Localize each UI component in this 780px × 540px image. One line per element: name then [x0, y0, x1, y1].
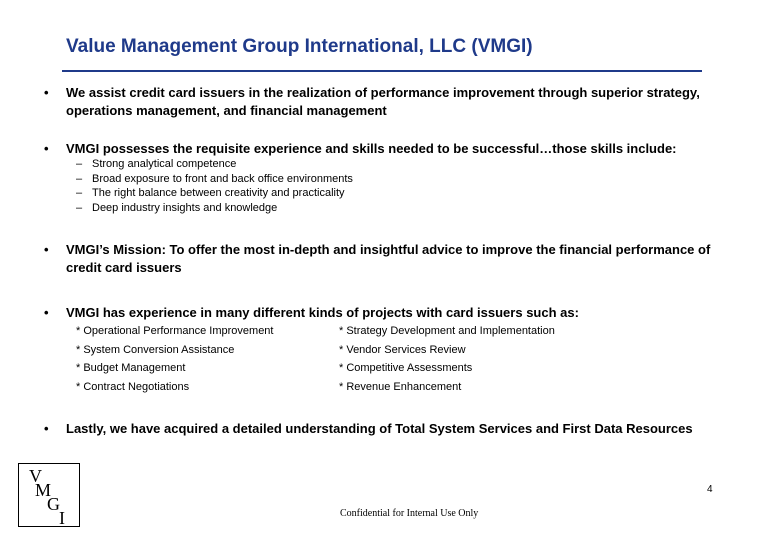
title-underline — [62, 70, 702, 72]
logo-letter-g: G — [47, 494, 60, 514]
page-title: Value Management Group International, LLC (VMGI) — [66, 36, 533, 57]
project-item: * Contract Negotiations — [76, 380, 190, 393]
logo-letter-i: I — [59, 508, 65, 528]
bullet-text: VMGI possesses the requisite experience and skills needed to be successful…those skills include: — [66, 141, 677, 156]
skill-text: Deep industry insights and knowledge — [92, 201, 278, 214]
bullet-marker: • — [44, 242, 49, 257]
bullet-marker: • — [44, 141, 49, 156]
dash-marker: – — [76, 172, 83, 185]
bullet-text: Lastly, we have acquired a detailed understanding of Total System Services and First Data Resources — [66, 421, 693, 436]
skills-list — [76, 157, 353, 215]
skill-text: Strong analytical competence — [92, 158, 237, 170]
vmgi-logo — [18, 463, 80, 527]
dash-marker: – — [76, 158, 83, 170]
page-number: 4 — [707, 484, 713, 495]
skill-item — [76, 172, 353, 187]
skill-text: Broad exposure to front and back office environments — [92, 172, 353, 185]
project-item: * Competitive Assessments — [339, 362, 473, 374]
project-item: * Vendor Services Review — [339, 343, 466, 356]
skill-item — [76, 186, 353, 201]
bullet-lastly — [44, 420, 744, 438]
project-item: * Budget Management — [76, 362, 186, 374]
bullet-skills — [44, 140, 744, 158]
bullet-marker: • — [44, 85, 49, 100]
dash-marker: – — [76, 201, 83, 214]
project-item: * Operational Performance Improvement — [76, 325, 274, 337]
skill-text: The right balance between creativity and practicality — [92, 187, 345, 199]
bullet-marker: • — [44, 305, 49, 320]
bullet-text: VMGI has experience in many different kinds of projects with card issuers such as: — [66, 305, 579, 320]
project-item: * Strategy Development and Implementation — [339, 325, 555, 337]
bullet-mission — [44, 241, 744, 277]
bullet-assist — [44, 84, 744, 120]
bullet-projects — [44, 304, 744, 322]
project-item: * System Conversion Assistance — [76, 343, 235, 356]
dash-marker: – — [76, 187, 83, 199]
bullet-text: VMGI’s Mission: To offer the most in-depth and insightful advice to improve the financial performance of credit card issuers — [66, 242, 711, 275]
projects-right-column — [339, 322, 555, 396]
skill-item — [76, 157, 353, 172]
bullet-text: We assist credit card issuers in the realization of performance improvement through superior strategy, operations management, and financial management — [66, 85, 700, 118]
skill-item — [76, 201, 353, 216]
logo-letter-m: M — [35, 480, 52, 500]
bullet-marker: • — [44, 421, 49, 436]
project-item: * Revenue Enhancement — [339, 380, 462, 393]
confidential-footer: Confidential for Internal Use Only — [340, 508, 479, 519]
projects-left-column — [76, 322, 273, 396]
logo-letter-v: V — [29, 466, 42, 486]
